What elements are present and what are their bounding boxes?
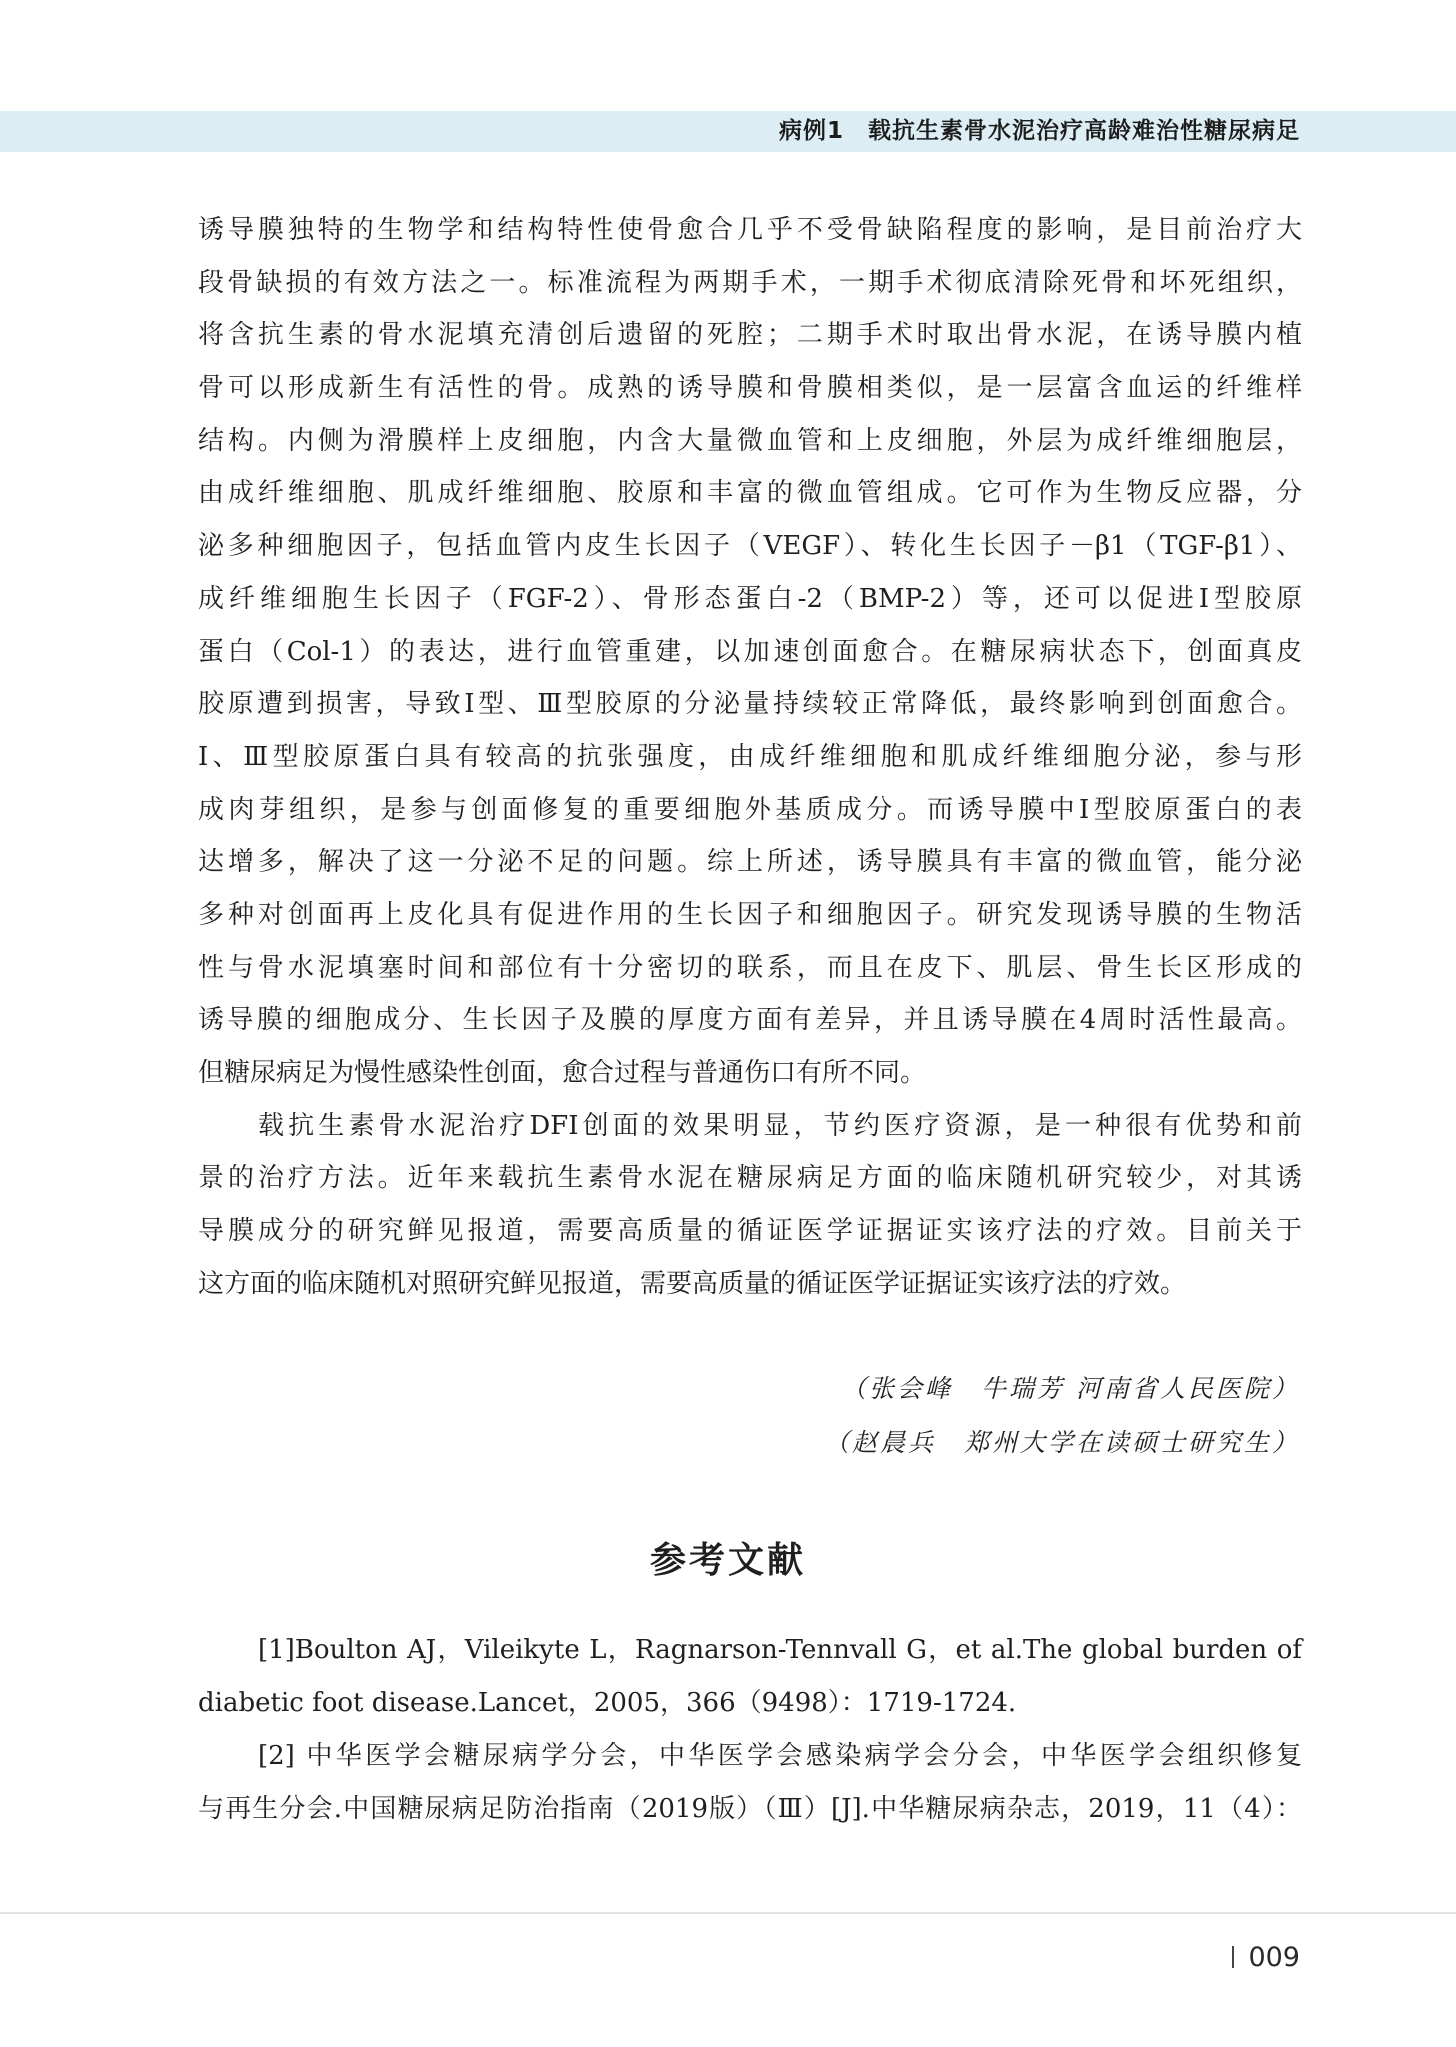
reference-1-line: diabetic foot disease.Lancet，2005，366（9498）：1719-1724. [198, 1688, 1017, 1718]
paragraph-1-line: 成纤维细胞生长因子（FGF-2）、骨形态蛋白-2（BMP-2）等，还可以促进Ⅰ型胶原 [198, 583, 1302, 614]
paragraph-2-line: 这方面的临床随机对照研究鲜见报道，需要高质量的循证医学证据证实该疗法的疗效。 [198, 1268, 1187, 1299]
paragraph-1-line: Ⅰ、Ⅲ型胶原蛋白具有较高的抗张强度，由成纤维细胞和肌成纤维细胞分泌，参与形 [198, 741, 1302, 772]
references-heading: 参考文献 [649, 1540, 806, 1581]
paragraph-1-line: 诱导膜独特的生物学和结构特性使骨愈合几乎不受骨缺陷程度的影响，是目前治疗大 [198, 215, 1302, 245]
paragraph-1-line: 由成纤维细胞、肌成纤维细胞、胶原和丰富的微血管组成。它可作为生物反应器，分 [198, 478, 1302, 509]
page-number: 009 [1248, 1942, 1300, 1973]
paragraph-2-line: 导膜成分的研究鲜见报道，需要高质量的循证医学证据证实该疗法的疗效。目前关于 [198, 1216, 1302, 1247]
paragraph-1-line: 达增多，解决了这一分泌不足的问题。综上所述，诱导膜具有丰富的微血管，能分泌 [198, 847, 1302, 878]
paragraph-1-line: 结构。内侧为滑膜样上皮细胞，内含大量微血管和上皮细胞，外层为成纤维细胞层， [198, 425, 1302, 456]
paragraph-1-line: 多种对创面再上皮化具有促进作用的生长因子和细胞因子。研究发现诱导膜的生物活 [198, 899, 1302, 930]
body-text [198, 204, 1302, 1310]
author-attribution [824, 1362, 1300, 1470]
footer-divider [0, 1912, 1456, 1914]
running-header-band [0, 111, 1456, 152]
reference-2-line: 与再生分会.中国糖尿病足防治指南（2019版）（Ⅲ）[J].中华糖尿病杂志，2019，11（4）： [198, 1794, 1302, 1824]
paragraph-1-line: 段骨缺损的有效方法之一。标准流程为两期手术，一期手术彻底清除死骨和坏死组织， [198, 267, 1302, 298]
running-header-title: 病例1 载抗生素骨水泥治疗高龄难治性糖尿病足 [778, 118, 1300, 144]
paragraph-1-line: 诱导膜的细胞成分、生长因子及膜的厚度方面有差异，并且诱导膜在4周时活性最高。 [198, 1005, 1302, 1036]
paragraph-1-line: 蛋白（Col-1）的表达，进行血管重建，以加速创面愈合。在糖尿病状态下，创面真皮 [198, 636, 1302, 667]
page-number-separator [1232, 1946, 1234, 1968]
paragraph-1-line: 性与骨水泥填塞时间和部位有十分密切的联系，而且在皮下、肌层、骨生长区形成的 [198, 952, 1302, 983]
paragraph-1-line: 骨可以形成新生有活性的骨。成熟的诱导膜和骨膜相类似，是一层富含血运的纤维样 [198, 373, 1302, 404]
paragraph-1-line: 成肉芽组织，是参与创面修复的重要细胞外基质成分。而诱导膜中Ⅰ型胶原蛋白的表 [198, 794, 1302, 825]
paragraph-1-line: 泌多种细胞因子，包括血管内皮生长因子（VEGF）、转化生长因子－β1（TGF-β1）、 [198, 531, 1302, 562]
author-line: （赵晨兵 郑州大学在读硕士研究生） [823, 1428, 1300, 1457]
paragraph-1-line: 胶原遭到损害，导致Ⅰ型、Ⅲ型胶原的分泌量持续较正常降低，最终影响到创面愈合。 [198, 689, 1302, 720]
reference-1-line: [1]Boulton AJ，Vileikyte L，Ragnarson-Tennvall G，et al.The global burden of [258, 1635, 1302, 1665]
paragraph-1-line: 但糖尿病足为慢性感染性创面，愈合过程与普通伤口有所不同。 [198, 1058, 927, 1088]
paragraph-2-line: 景的治疗方法。近年来载抗生素骨水泥在糖尿病足方面的临床随机研究较少，对其诱 [198, 1163, 1302, 1194]
reference-list [198, 1624, 1302, 1836]
reference-2-line: [2] 中华医学会糖尿病学分会，中华医学会感染病学会分会，中华医学会组织修复 [258, 1741, 1302, 1771]
paragraph-1-line: 将含抗生素的骨水泥填充清创后遗留的死腔；二期手术时取出骨水泥，在诱导膜内植 [198, 320, 1302, 351]
author-line: （张会峰 牛瑞芳 河南省人民医院） [841, 1374, 1300, 1403]
paragraph-2-line: 载抗生素骨水泥治疗DFI创面的效果明显，节约医疗资源，是一种很有优势和前 [258, 1110, 1302, 1141]
